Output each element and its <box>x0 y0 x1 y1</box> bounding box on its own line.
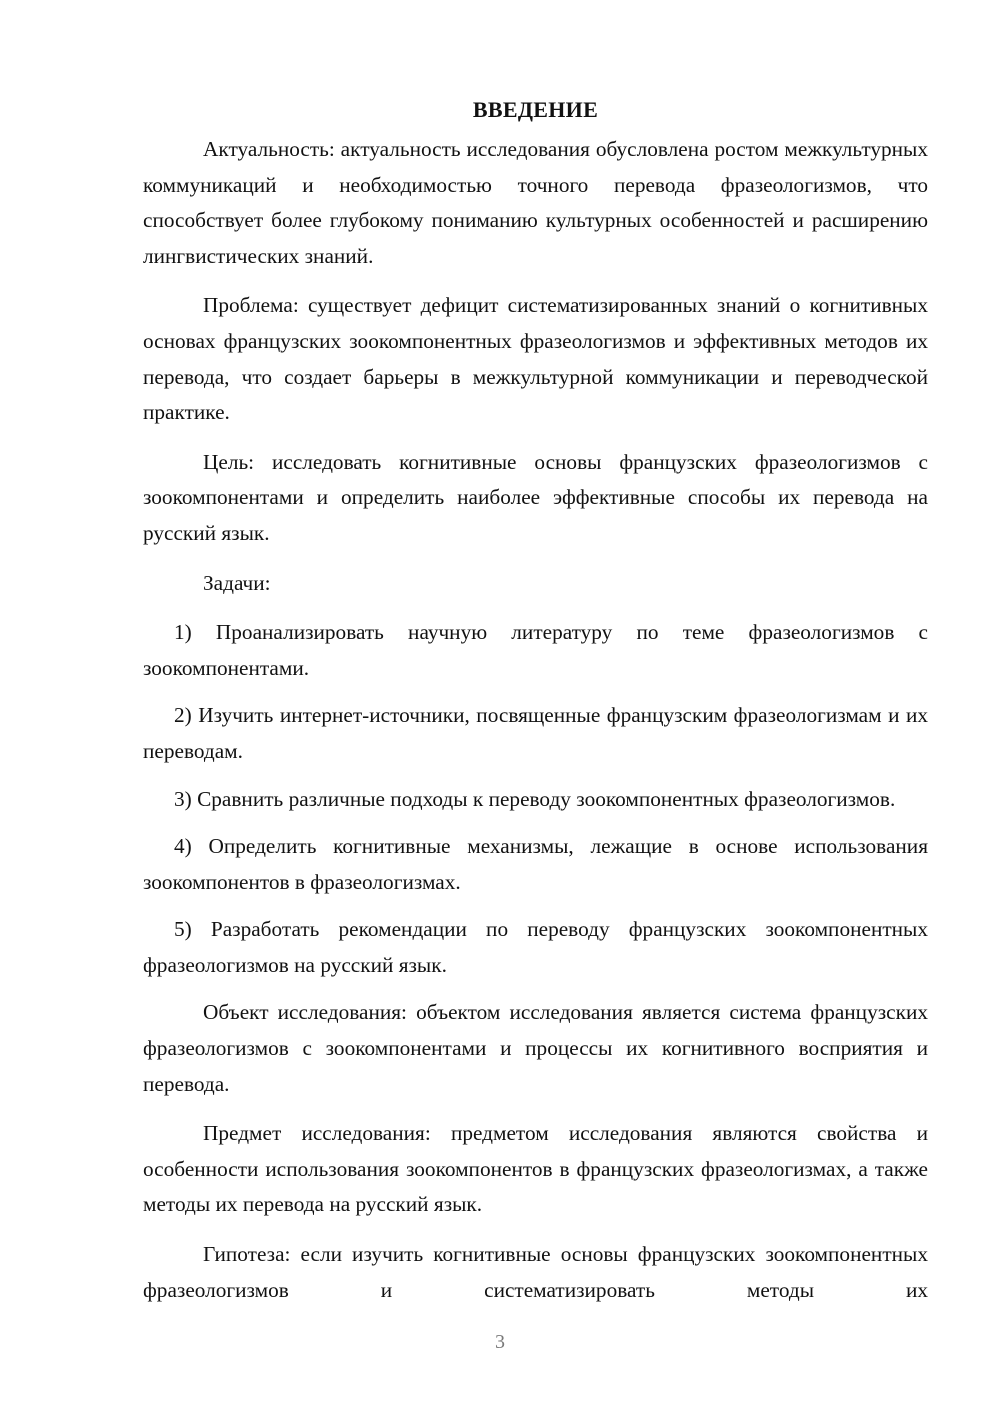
task-item-2: 2) Изучить интернет-источники, посвященные французским фразеологизмам и их переводам. <box>143 703 928 763</box>
task-item-5: 5) Разработать рекомендации по переводу французских зоокомпонентных фразеологизмов на русский язык. <box>143 917 928 977</box>
object-paragraph: Объект исследования: объектом исследования является система французских фразеологизмов с зоокомпонентами и процессы их когнитивного восприятия и перевода. <box>143 1000 928 1096</box>
relevance-paragraph: Актуальность: актуальность исследования обусловлена ростом межкультурных коммуникаций и необходимостью точного перевода фразеологизмов, что способствует более глубокому пониманию культурных особенностей и расширению лингвистических знаний. <box>143 137 928 268</box>
tasks-heading: Задачи: <box>203 570 271 595</box>
problem-paragraph: Проблема: существует дефицит систематизированных знаний о когнитивных основах французских зоокомпонентных фразеологизмов и эффективных методов их перевода, что создает барьеры в межкультурной коммуникации и переводческой практике. <box>143 293 928 425</box>
section-title: ВВЕДЕНИЕ <box>472 97 599 122</box>
goal-paragraph: Цель: исследовать когнитивные основы французских фразеологизмов с зоокомпонентами и определить наиболее эффективные способы их перевода на русский язык. <box>143 449 928 545</box>
task-item-4: 4) Определить когнитивные механизмы, лежащие в основе использования зоокомпонентов в фразеологизмах. <box>143 834 928 894</box>
page-content <box>143 92 928 1322</box>
task-item-3: 3) Сравнить различные подходы к переводу зоокомпонентных фразеологизмов. <box>174 786 896 811</box>
subject-paragraph: Предмет исследования: предметом исследования являются свойства и особенности использования зоокомпонентов в французских фразеологизмах, а также методы их перевода на русский язык. <box>143 1121 928 1217</box>
hypothesis-paragraph: Гипотеза: если изучить когнитивные основы французских зоокомпонентных фразеологизмов и систематизировать методы их <box>143 1242 928 1302</box>
task-item-1: 1) Проанализировать научную литературу по теме фразеологизмов с зоокомпонентами. <box>143 620 928 680</box>
page-number: 3 <box>495 1331 505 1353</box>
